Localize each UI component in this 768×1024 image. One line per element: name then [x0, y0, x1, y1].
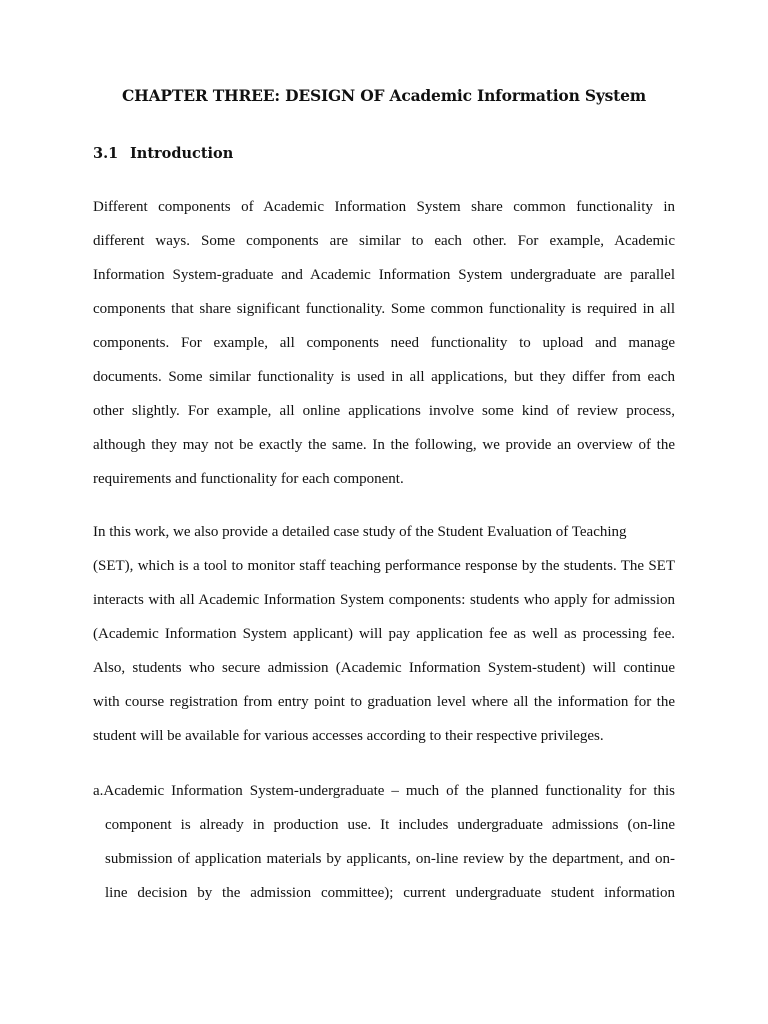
chapter-title: CHAPTER THREE: DESIGN OF Academic Information System [122, 86, 646, 105]
list-item-a [93, 774, 675, 910]
paragraph-line: interacts with all Academic Information System components: students who apply for admission [93, 592, 675, 608]
paragraph-line: Information System-graduate and Academic Information System undergraduate are parallel [93, 267, 675, 283]
paragraph-line: Also, students who secure admission (Academic Information System-student) will continue [93, 660, 675, 676]
paragraph-case-study [93, 515, 675, 753]
paragraph-line: (SET), which is a tool to monitor staff teaching performance response by the students. The SET [93, 558, 675, 574]
paragraph-line: components that share significant functionality. Some common functionality is required in all [93, 301, 675, 317]
paragraph-line: other slightly. For example, all online applications involve some kind of review process, [93, 403, 675, 419]
paragraph-line: requirements and functionality for each component. [93, 471, 404, 487]
section-number: 3.1 [93, 145, 119, 162]
paragraph-line: student will be available for various accesses according to their respective privileges. [93, 728, 604, 744]
paragraph-line: components. For example, all components need functionality to upload and manage [93, 335, 675, 351]
list-item-line: component is already in production use. It includes undergraduate admissions (on-line [105, 817, 675, 833]
paragraph-line: different ways. Some components are similar to each other. For example, Academic [93, 233, 675, 249]
paragraph-line: (Academic Information System applicant) will pay application fee as well as processing fee. [93, 626, 675, 642]
paragraph-line: Different components of Academic Information System share common functionality in [93, 199, 675, 215]
list-item-line: a.Academic Information System-undergraduate – much of the planned functionality for this [93, 783, 675, 799]
paragraph-line: In this work, we also provide a detailed case study of the Student Evaluation of Teaching [93, 524, 627, 540]
section-heading [93, 145, 233, 162]
paragraph-line: although they may not be exactly the same. In the following, we provide an overview of the [93, 437, 675, 453]
list-item-line: submission of application materials by applicants, on-line review by the department, and on- [105, 851, 675, 867]
paragraph-line: with course registration from entry point to graduation level where all the information for the [93, 694, 675, 710]
list-item-line: line decision by the admission committee); current undergraduate student information [105, 885, 675, 901]
paragraph-intro [93, 190, 675, 496]
paragraph-line: documents. Some similar functionality is used in all applications, but they differ from each [93, 369, 675, 385]
section-title: Introduction [130, 145, 234, 162]
